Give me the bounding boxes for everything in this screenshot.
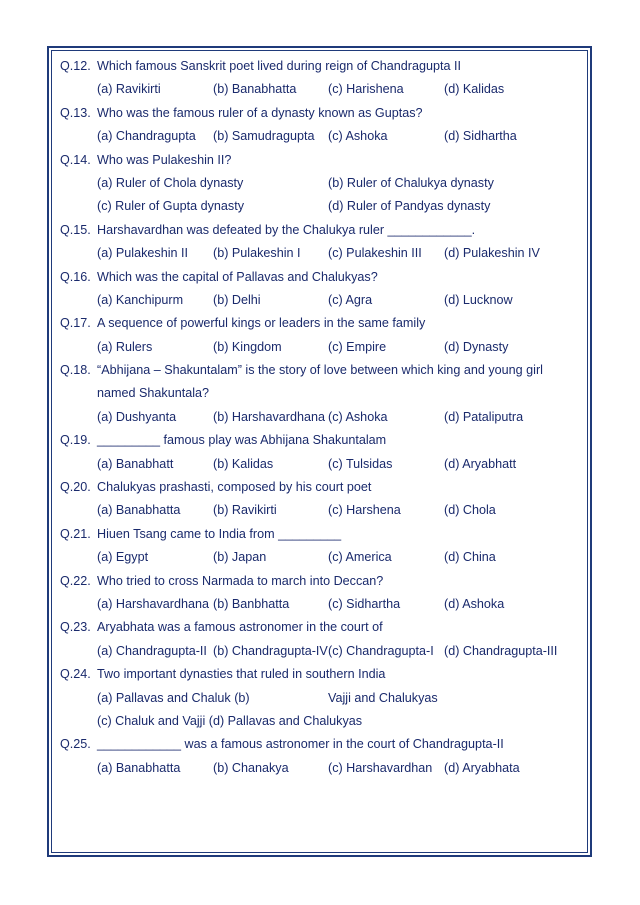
option-b: (b) Delhi [213,292,261,307]
question-25-options [60,757,580,780]
option-c: (c) Ashoka [328,409,388,424]
option-c: (c) Agra [328,292,373,307]
question-number: Q.14. [60,152,91,167]
option-c: (c) America [328,550,392,565]
question-number: Q.22. [60,573,91,588]
question-18 [60,359,580,382]
question-18-options [60,406,580,429]
question-23 [60,616,580,639]
option-a: (a) Pallavas and Chaluk (b) [97,690,250,705]
question-number: Q.13. [60,105,91,120]
question-20-options [60,499,580,522]
question-text: Aryabhata was a famous astronomer in the court of [97,620,383,635]
option-c: (c) Empire [328,339,387,354]
option-a: (a) Kanchipurm [97,292,184,307]
option-d: (d) Pallavas and Chalukyas [208,713,363,728]
option-b: (b) Japan [213,550,267,565]
option-d: (d) Sidhartha [444,129,517,144]
option-b: (b) Kingdom [213,339,282,354]
question-23-options [60,640,580,663]
question-number: Q.23. [60,620,91,635]
question-22 [60,570,580,593]
question-text: Who was Pulakeshin II? [97,152,232,167]
question-text-continued: named Shakuntala? [97,386,210,401]
option-d: (d) Aryabhata [444,760,520,775]
option-c: (c) Sidhartha [328,596,401,611]
option-d: (d) Lucknow [444,292,513,307]
option-b: (b) Chanakya [213,760,289,775]
option-b: (b) Chandragupta-IV [213,643,328,658]
question-20 [60,476,580,499]
question-19 [60,429,580,452]
question-16-options [60,289,580,312]
question-13 [60,102,580,125]
question-text: Hiuen Tsang came to India from _________ [97,526,342,541]
question-text: Two important dynasties that ruled in southern India [97,667,386,682]
option-c: (c) Chandragupta-I [328,643,434,658]
option-c: (c) Harishena [328,82,404,97]
question-number: Q.25. [60,737,91,752]
option-a: (a) Banabhatt [97,456,174,471]
question-text: A sequence of powerful kings or leaders in the same family [97,316,426,331]
option-c: (c) Tulsidas [328,456,393,471]
question-24 [60,663,580,686]
question-22-options [60,593,580,616]
option-c: (c) Harshavardhan [328,760,433,775]
question-text: ____________ was a famous astronomer in the court of Chandragupta-II [97,737,504,752]
option-a: (a) Banabhatta [97,503,181,518]
question-text: Harshavardhan was defeated by the Chalukya ruler ____________. [97,222,476,237]
option-d: (d) Pataliputra [444,409,524,424]
option-a: (a) Chandragupta-II [97,643,207,658]
question-14 [60,149,580,172]
option-b: (b) Kalidas [213,456,274,471]
question-number: Q.24. [60,667,91,682]
option-a: (a) Banabhatta [97,760,181,775]
option-b: (b) Samudragupta [213,129,315,144]
question-text: Who was the famous ruler of a dynasty known as Guptas? [97,105,423,120]
question-12-options [60,78,580,101]
option-b: (b) Harshavardhana [213,409,326,424]
question-text: Chalukyas prashasti, composed by his court poet [97,480,372,495]
question-number: Q.15. [60,222,91,237]
question-number: Q.18. [60,363,91,378]
option-b: (b) Banabhatta [213,82,297,97]
option-a: (a) Chandragupta [97,129,196,144]
option-a: (a) Ravikirti [97,82,161,97]
option-c-and-d [97,710,362,733]
option-c: (c) Ruler of Gupta dynasty [97,199,244,214]
option-c: (c) Pulakeshin III [328,246,422,261]
question-number: Q.21. [60,526,91,541]
option-a: (a) Harshavardhana [97,596,210,611]
question-21-options [60,546,580,569]
option-d: (d) Aryabhatt [444,456,517,471]
question-18-continued [60,382,580,405]
option-b: (b) Ravikirti [213,503,277,518]
option-a: (a) Rulers [97,339,153,354]
question-12 [60,55,580,78]
question-17 [60,312,580,335]
question-text: “Abhijana – Shakuntalam” is the story of love between which king and young girl [97,363,543,378]
question-25 [60,733,580,756]
option-a: (a) Pulakeshin II [97,246,188,261]
question-21 [60,523,580,546]
question-16 [60,266,580,289]
option-d: (d) Pulakeshin IV [444,246,540,261]
question-number: Q.12. [60,59,91,73]
option-c: (c) Chaluk and Vajji [97,713,206,728]
question-number: Q.20. [60,480,91,495]
question-19-options [60,453,580,476]
option-d: (d) Dynasty [444,339,509,354]
option-a: (a) Egypt [97,550,149,565]
question-text: Which famous Sanskrit poet lived during reign of Chandragupta II [97,59,462,73]
option-a: (a) Ruler of Chola dynasty [97,175,244,190]
question-text: Which was the capital of Pallavas and Chalukyas? [97,269,378,284]
question-list [60,55,580,780]
question-number: Q.19. [60,433,91,448]
option-b: (b) Banbhatta [213,596,290,611]
option-d: (d) Kalidas [444,82,505,97]
option-b: (b) Pulakeshin I [213,246,301,261]
question-14-options-row1 [60,172,580,195]
question-number: Q.17. [60,316,91,331]
option-c: (c) Harshena [328,503,401,518]
question-24-options-row1 [60,687,580,710]
option-d: (d) Chola [444,503,496,518]
option-b: Vajji and Chalukyas [328,690,438,705]
question-13-options [60,125,580,148]
question-15 [60,219,580,242]
question-24-options-row2 [60,710,580,733]
option-d: (d) Ashoka [444,596,505,611]
option-a: (a) Dushyanta [97,409,177,424]
option-d: (d) China [444,550,496,565]
option-d: (d) Chandragupta-III [444,643,558,658]
option-b: (b) Ruler of Chalukya dynasty [328,175,494,190]
question-text: Who tried to cross Narmada to march into Deccan? [97,573,384,588]
question-14-options-row2 [60,195,580,218]
question-15-options [60,242,580,265]
question-text: _________ famous play was Abhijana Shakuntalam [97,433,387,448]
option-c: (c) Ashoka [328,129,388,144]
question-17-options [60,336,580,359]
question-number: Q.16. [60,269,91,284]
option-d: (d) Ruler of Pandyas dynasty [328,199,491,214]
